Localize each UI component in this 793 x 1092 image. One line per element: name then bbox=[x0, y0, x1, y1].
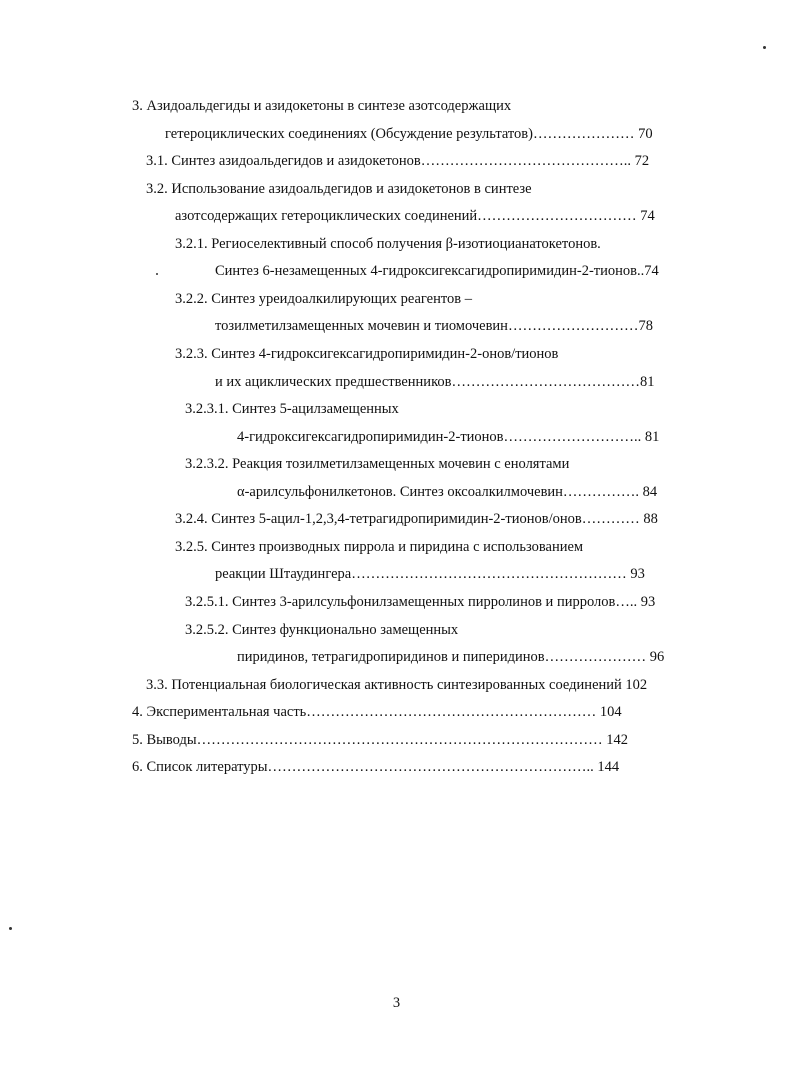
toc-line: 3.2. Использование азидоальдегидов и азидокетонов в синтезе bbox=[146, 181, 532, 197]
toc-line: 3.2.1. Региоселективный способ получения β-изотиоцианатокетонов. bbox=[175, 236, 601, 252]
toc-line: 3.2.5.1. Синтез 3-арилсульфонилзамещенных пирролинов и пирролов….. 93 bbox=[185, 594, 656, 610]
toc-line: 3.2.3. Синтез 4-гидроксигексагидропиримидин-2-онов/тионов bbox=[175, 346, 559, 362]
toc-line: гетероциклических соединениях (Обсуждение результатов)………………… 70 bbox=[165, 126, 653, 142]
toc-line: 6. Список литературы………………………………………………………….. 144 bbox=[132, 759, 620, 775]
toc-line: 3.2.3.1. Синтез 5-ацилзамещенных bbox=[185, 401, 399, 417]
toc-line: 3.2.3.2. Реакция тозилметилзамещенных мочевин с енолятами bbox=[185, 456, 570, 472]
toc-line: пиридинов, тетрагидропиридинов и пиперидинов………………… 96 bbox=[237, 649, 665, 665]
toc-line: 3.2.5. Синтез производных пиррола и пиридина с использованием bbox=[175, 539, 584, 555]
toc-line: 3.2.4. Синтез 5-ацил-1,2,3,4-тетрагидропиримидин-2-тионов/онов………… 88 bbox=[175, 511, 658, 527]
toc-line: α-арилсульфонилкетонов. Синтез оксоалкилмочевин……………. 84 bbox=[237, 484, 658, 500]
toc-line: 3.2.5.2. Синтез функционально замещенных bbox=[185, 622, 459, 638]
toc-line: 4-гидроксигексагидропиримидин-2-тионов……………………….. 81 bbox=[237, 429, 660, 445]
toc-line: тозилметилзамещенных мочевин и тиомочевин………………………78 bbox=[215, 318, 653, 334]
scan-speck bbox=[9, 927, 12, 930]
toc-line: 3.3. Потенциальная биологическая активность синтезированных соединений 102 bbox=[146, 677, 648, 693]
toc-line: и их ациклических предшественников…………………………………81 bbox=[215, 374, 655, 390]
scan-speck bbox=[763, 46, 766, 49]
toc-line: азотсодержащих гетероциклических соединений…………………………… 74 bbox=[175, 208, 655, 224]
toc-line: реакции Штаудингера………………………………………………… 93 bbox=[215, 566, 645, 582]
toc-line: 5. Выводы………………………………………………………………………… 142 bbox=[132, 732, 628, 748]
scan-speck bbox=[156, 273, 158, 275]
toc-line: 4. Экспериментальная часть…………………………………………………… 104 bbox=[132, 704, 622, 720]
page-number: 3 bbox=[392, 995, 401, 1011]
toc-line: 3.2.2. Синтез уреидоалкилирующих реагентов – bbox=[175, 291, 472, 307]
toc-line: 3. Азидоальдегиды и азидокетоны в синтезе азотсодержащих bbox=[132, 98, 512, 114]
toc-line: 3.1. Синтез азидоальдегидов и азидокетонов…………………………………….. 72 bbox=[146, 153, 650, 169]
toc-line: Синтез 6-незамещенных 4-гидроксигексагидропиримидин-2-тионов..74 bbox=[215, 263, 659, 279]
